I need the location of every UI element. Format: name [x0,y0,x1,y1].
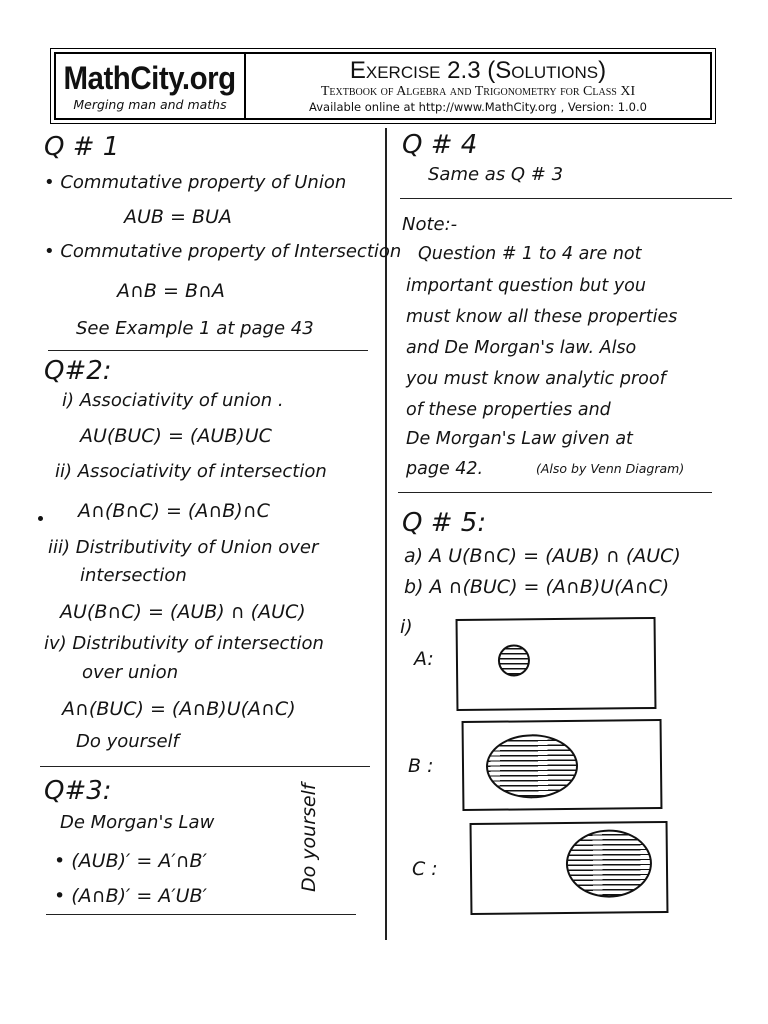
note-line-3: must know all these properties [406,307,678,327]
venn-diagram-c [470,821,669,915]
venn-shaded-region [498,644,530,676]
venn-diagram-b [462,719,663,811]
venn-shaded-region [566,829,653,898]
q2-note: Do yourself [76,731,179,752]
q2-heading: Q#2: [44,356,112,386]
note-heading: Note:- [402,214,458,235]
q1-reference: See Example 1 at page 43 [76,318,314,339]
q5-b: b) A ∩(BUC) = (A∩B)U(A∩C) [404,576,670,598]
q5-i-label: i) [400,616,413,638]
separator [400,198,732,199]
q2-iii-a: iii) Distributivity of Union over [48,537,319,558]
q2-iv-a: iv) Distributivity of intersection [44,633,324,654]
q2-ii: ii) Associativity of intersection [55,461,327,482]
q3-eq1: • (AUB)′ = A′∩B′ [54,850,207,872]
q2-iv-b: over union [82,662,179,683]
note-line-8-aside: (Also by Venn Diagram) [536,461,685,476]
title-box [246,54,710,118]
note-line-4: and De Morgan's law. Also [406,338,637,358]
venn-diagram-a [456,617,657,711]
q3-side-note: Do yourself [298,783,320,892]
q5-a: a) A U(B∩C) = (AUB) ∩ (AUC) [404,545,681,567]
tagline: Merging man and maths [73,96,227,112]
venn-label-b: B : [408,755,434,777]
venn-label-c: C : [412,858,438,880]
logo-box [56,54,246,118]
note-line-8: page 42. [406,459,484,479]
q1-heading: Q # 1 [44,132,120,162]
q3-line: De Morgan's Law [60,812,215,833]
separator [46,914,356,915]
q3-heading: Q#3: [44,776,112,806]
separator [40,766,370,767]
q4-line: Same as Q # 3 [428,164,564,185]
note-line-2: important question but you [406,276,646,296]
q1-eq1: AUB = BUA [124,206,232,228]
venn-shaded-region [486,734,579,799]
q4-heading: Q # 4 [402,130,478,160]
stray-dot [38,516,43,521]
separator [398,492,712,493]
note-line-6: of these properties and [406,400,611,420]
q2-iii-eq: AU(B∩C) = (AUB) ∩ (AUC) [60,601,306,623]
q3-eq2: • (A∩B)′ = A′UB′ [54,885,207,907]
page-title: Exercise 2.3 (Solutions) [349,57,607,84]
q2-ii-eq: A∩(B∩C) = (A∩B)∩C [78,500,270,522]
note-line-5: you must know analytic proof [406,369,666,389]
note-line-1: Question # 1 to 4 are not [418,244,642,264]
venn-label-a: A: [414,648,434,670]
q1-line1: • Commutative property of Union [44,172,347,193]
q2-i: i) Associativity of union . [62,390,284,411]
q5-heading: Q # 5: [402,508,487,538]
availability-note: Available online at http://www.MathCity.org , Version: 1.0.0 [309,100,647,114]
q1-line2: • Commutative property of Intersection [44,241,402,262]
separator [48,350,368,351]
q2-iv-eq: A∩(BUC) = (A∩B)U(A∩C) [62,698,296,720]
logo: MathCity.org [63,59,237,96]
note-line-7: De Morgan's Law given at [406,429,633,449]
page-header [54,52,712,120]
q2-iii-b: intersection [80,565,187,586]
q1-eq2: A∩B = B∩A [117,280,225,302]
page-subtitle: Textbook of Algebra and Trigonometry for Class XI [320,84,636,99]
q2-i-eq: AU(BUC) = (AUB)UC [80,425,272,447]
